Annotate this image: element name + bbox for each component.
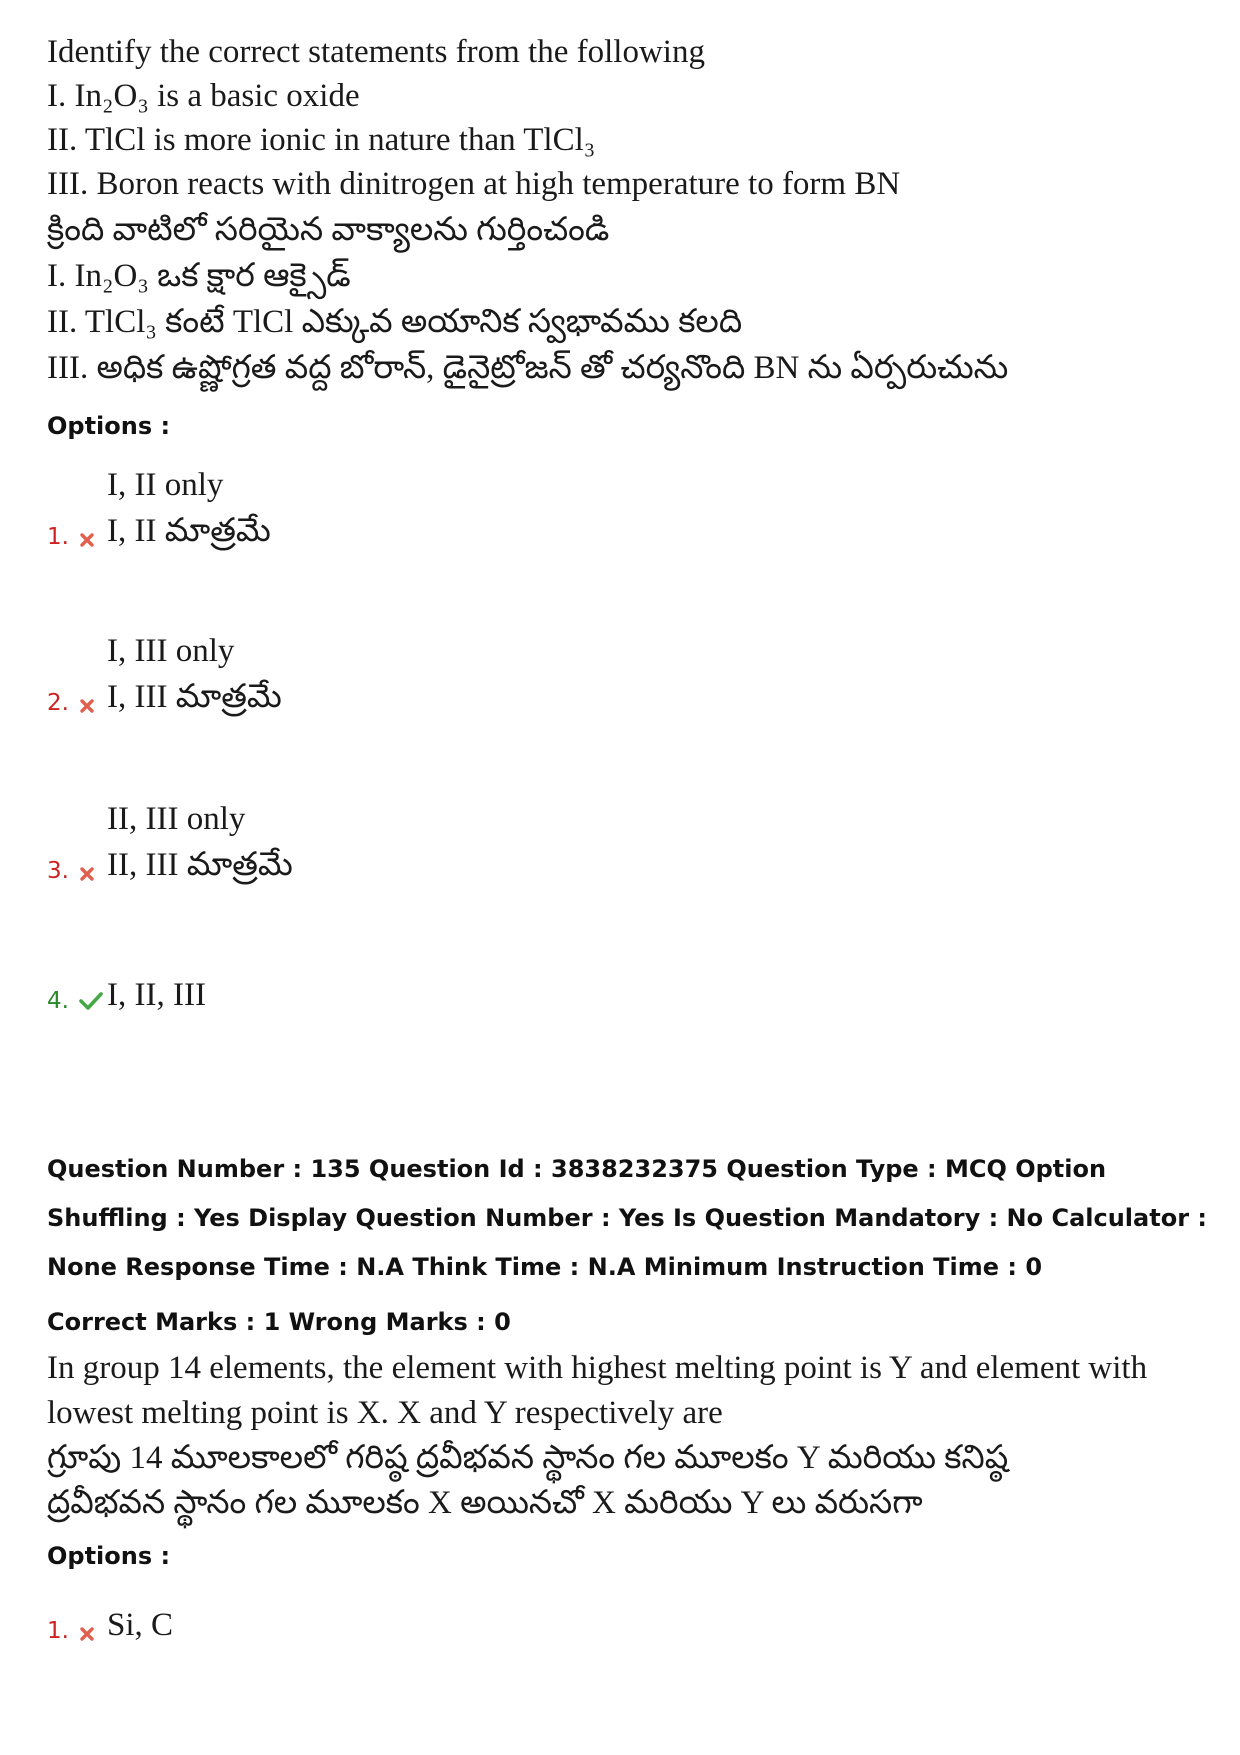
- options-label: Options :: [47, 1542, 171, 1570]
- option-text: I, II మాత్రమే: [107, 513, 271, 549]
- options-label: Options :: [47, 412, 171, 440]
- question-stem-line: lowest melting point is X. X and Y respectively are: [47, 1395, 723, 1431]
- option-number: 1.: [47, 524, 69, 550]
- option-number: 2.: [47, 690, 69, 716]
- option-number: 4.: [47, 988, 69, 1014]
- option-text: II, III మాత్రమే: [107, 847, 293, 883]
- option-text: II, III only: [107, 801, 246, 837]
- option-text: I, III మాత్రమే: [107, 679, 282, 715]
- option-number: 3.: [47, 858, 69, 884]
- cross-icon: [79, 532, 95, 553]
- question-stem-line: Identify the correct statements from the following: [47, 34, 705, 70]
- option-item[interactable]: [47, 796, 1147, 896]
- question-metadata: Question Number : 135 Question Id : 3838232375 Question Type : MCQ Option Shuffling : Yes Display Question Number : Yes Is Question Mandatory : No Calculator : None Response Time : N.A Think Time : N.A Minimum Instruction Time : 0: [47, 1155, 1207, 1281]
- option-item[interactable]: [47, 1600, 1147, 1650]
- marks-info: Correct Marks : 1 Wrong Marks : 0: [47, 1308, 511, 1336]
- question-stem-line: In group 14 elements, the element with highest melting point is Y and element with: [47, 1350, 1148, 1386]
- option-item[interactable]: [47, 970, 1147, 1020]
- cross-icon: [79, 866, 95, 887]
- question-stem-line: I. In₂O₃ is a basic oxide: [47, 78, 360, 114]
- cross-icon: [79, 698, 95, 719]
- question-stem-line: I. In₂O₃ ఒక క్షార ఆక్సైడ్: [47, 258, 351, 294]
- question-stem-line: III. అధిక ఉష్ణోగ్రత వద్ద బోరాన్, డైనైట్రోజన్ తో చర్యనొంది BN ను ఏర్పరుచును: [47, 350, 1009, 386]
- question-stem-line: III. Boron reacts with dinitrogen at high temperature to form BN: [47, 166, 901, 202]
- option-item[interactable]: [47, 628, 1147, 728]
- option-text: I, III only: [107, 633, 235, 669]
- check-icon: [79, 992, 103, 1015]
- option-text: I, II, III: [107, 977, 206, 1013]
- question-stem-line: క్రింది వాటిలో సరియైన వాక్యాలను గుర్తించండి: [47, 212, 610, 248]
- question-stem-line: గ్రూపు 14 మూలకాలలో గరిష్ఠ ద్రవీభవన స్థానం గల మూలకం Y మరియు కనిష్ఠ: [47, 1440, 1009, 1476]
- option-number: 1.: [47, 1618, 69, 1644]
- cross-icon: [79, 1626, 95, 1647]
- option-text: Si, C: [107, 1607, 174, 1643]
- question-stem-line: ద్రవీభవన స్థానం గల మూలకం X అయినచో X మరియు Y లు వరుసగా: [47, 1485, 923, 1521]
- question-stem-line: II. TlCl₃ కంటే TlCl ఎక్కువ అయానిక స్వభావము కలది: [47, 304, 743, 340]
- option-item[interactable]: [47, 462, 1147, 562]
- question-stem-line: II. TlCl is more ionic in nature than TlCl₃: [47, 122, 596, 158]
- option-text: I, II only: [107, 467, 224, 503]
